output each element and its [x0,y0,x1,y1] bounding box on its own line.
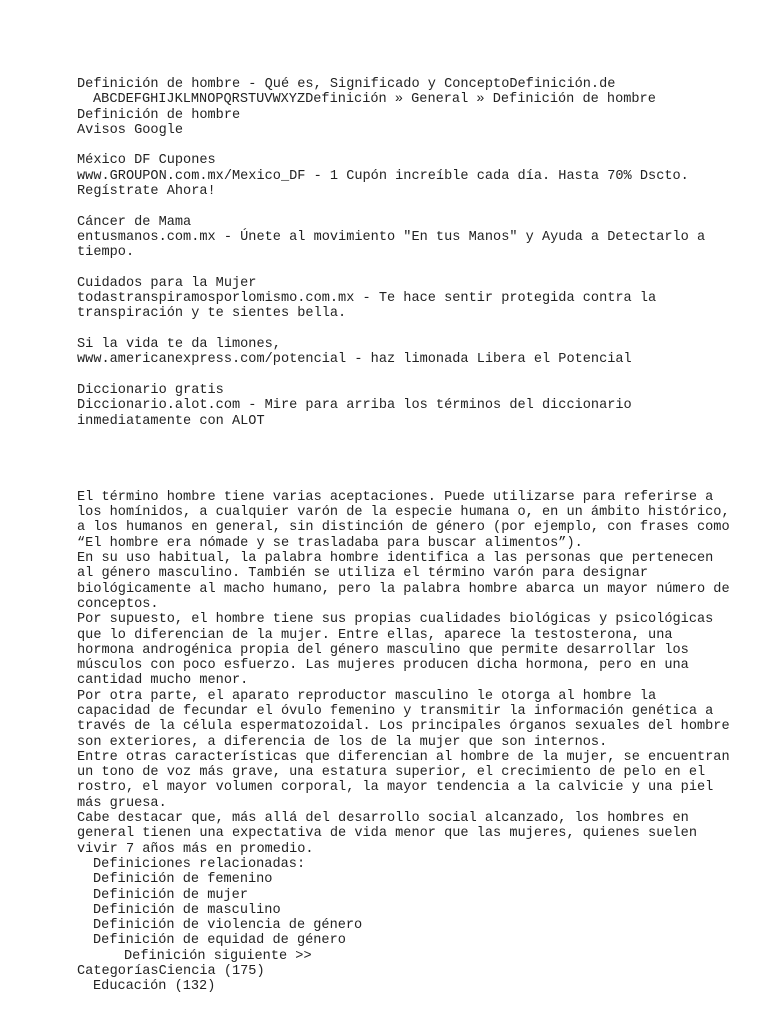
body-line: más gruesa. [77,795,167,811]
related-heading: Definiciones relacionadas: [93,856,306,872]
body-line: capacidad de fecundar el óvulo femenino y transmitir la información genética a [77,703,714,719]
related-definitions [77,857,697,964]
ad-item[interactable] [77,337,697,368]
ad-title[interactable]: Cáncer de Mama [77,214,192,230]
body-line: “El hombre era nómade y se trasladaba para buscar alimentos”). [77,535,583,551]
ad-item[interactable] [77,153,697,199]
category-ciencia[interactable]: CategoríasCiencia (175) [77,964,265,980]
related-link-equidad-de-genero[interactable]: Definición de equidad de género [93,933,346,949]
body-line: Por otra parte, el aparato reproductor masculino le otorga al hombre la [77,688,657,704]
ad-text: todastranspiramosporlomismo.com.mx - Te hace sentir protegida contra la [77,291,657,307]
document-title: Definición de hombre - Qué es, Significado y ConceptoDefinición.de [77,77,616,92]
page-title: Definición de hombre [77,107,241,123]
body-line: En su uso habitual, la palabra hombre identifica a las personas que pertenecen [77,551,714,567]
body-line: hormona androgénica propia del género masculino que permite desarrollar los [77,642,689,658]
ad-text: entusmanos.com.mx - Únete al movimiento "En tus Manos" y Ayuda a Detectarlo a [77,229,706,245]
category-educacion[interactable]: Educación (132) [93,979,216,995]
related-link-masculino[interactable]: Definición de masculino [93,902,281,918]
related-link-violencia-de-genero[interactable]: Definición de violencia de género [93,918,363,934]
related-link-mujer[interactable]: Definición de mujer [93,887,248,903]
document [77,77,730,995]
body-line: general tienen una expectativa de vida menor que las mujeres, quienes suelen [77,826,697,842]
body-line: rostro, el mayor volumen corporal, la mayor tendencia a la calvicie y una piel [77,780,714,796]
body-line: Cabe destacar que, más allá del desarrollo social alcanzado, los hombres en [77,811,689,827]
body-line: que lo diferencian de la mujer. Entre ellas, aparece la testosterona, una [77,627,673,643]
ad-text: Regístrate Ahora! [77,184,216,200]
ad-text: Diccionario.alot.com - Mire para arriba los términos del diccionario [77,398,632,414]
body-line: los homínidos, a cualquier varón de la especie humana o, en un ámbito histórico, [77,505,730,521]
ad-text: www.GROUPON.com.mx/Mexico_DF - 1 Cupón increíble cada día. Hasta 70% Dscto. [77,168,689,184]
body-line: Por supuesto, el hombre tiene sus propias cualidades biológicas y psicológicas [77,612,714,628]
body-line: son exteriores, a diferencia de los de la mujer que son internos. [77,734,608,750]
body-line: conceptos. [77,596,159,612]
ad-title[interactable]: Diccionario gratis [77,382,224,398]
body-line: El término hombre tiene varias aceptaciones. Puede utilizarse para referirse a [77,489,714,505]
ad-text: www.americanexpress.com/potencial - haz limonada Libera el Potencial [77,352,632,368]
article-body [77,489,730,857]
body-line: través de la célula espermatozoidal. Los principales órganos sexuales del hombre [77,719,730,735]
body-line: a los humanos en general, sin distinción de género (por ejemplo, con frases como [77,520,730,536]
breadcrumb[interactable]: ABCDEFGHIJKLMNOPQRSTUVWXYZDefinición » General » Definición de hombre [93,92,656,108]
ad-text: transpiración y te sientes bella. [77,306,347,322]
related-link-femenino[interactable]: Definición de femenino [93,872,273,888]
next-definition-link[interactable]: Definición siguiente >> [124,948,312,964]
body-line: un tono de voz más grave, una estatura superior, el crecimiento de pelo en el [77,765,706,781]
body-line: biológicamente al macho humano, pero la palabra hombre abarca un mayor número de [77,581,730,597]
ad-title[interactable]: México DF Cupones [77,153,216,169]
ad-item[interactable] [77,383,697,429]
body-line: vivir 7 años más en promedio. [77,841,314,857]
body-line: Entre otras características que diferencian al hombre de la mujer, se encuentran [77,749,730,765]
body-line: músculos con poco esfuerzo. Las mujeres producen dicha hormona, pero en una [77,658,689,674]
body-line: cantidad mucho menor. [77,673,249,689]
ad-title[interactable]: Si la vida te da limones, [77,337,281,353]
ad-item[interactable] [77,276,697,322]
body-line: al género masculino. También se utiliza el término varón para designar [77,566,649,582]
ad-text: inmediatamente con ALOT [77,413,265,429]
ads-label: Avisos Google [77,122,184,138]
ad-item[interactable] [77,214,706,261]
categories [77,964,697,995]
ad-text: tiempo. [77,245,135,261]
ad-title[interactable]: Cuidados para la Mujer [77,275,257,291]
